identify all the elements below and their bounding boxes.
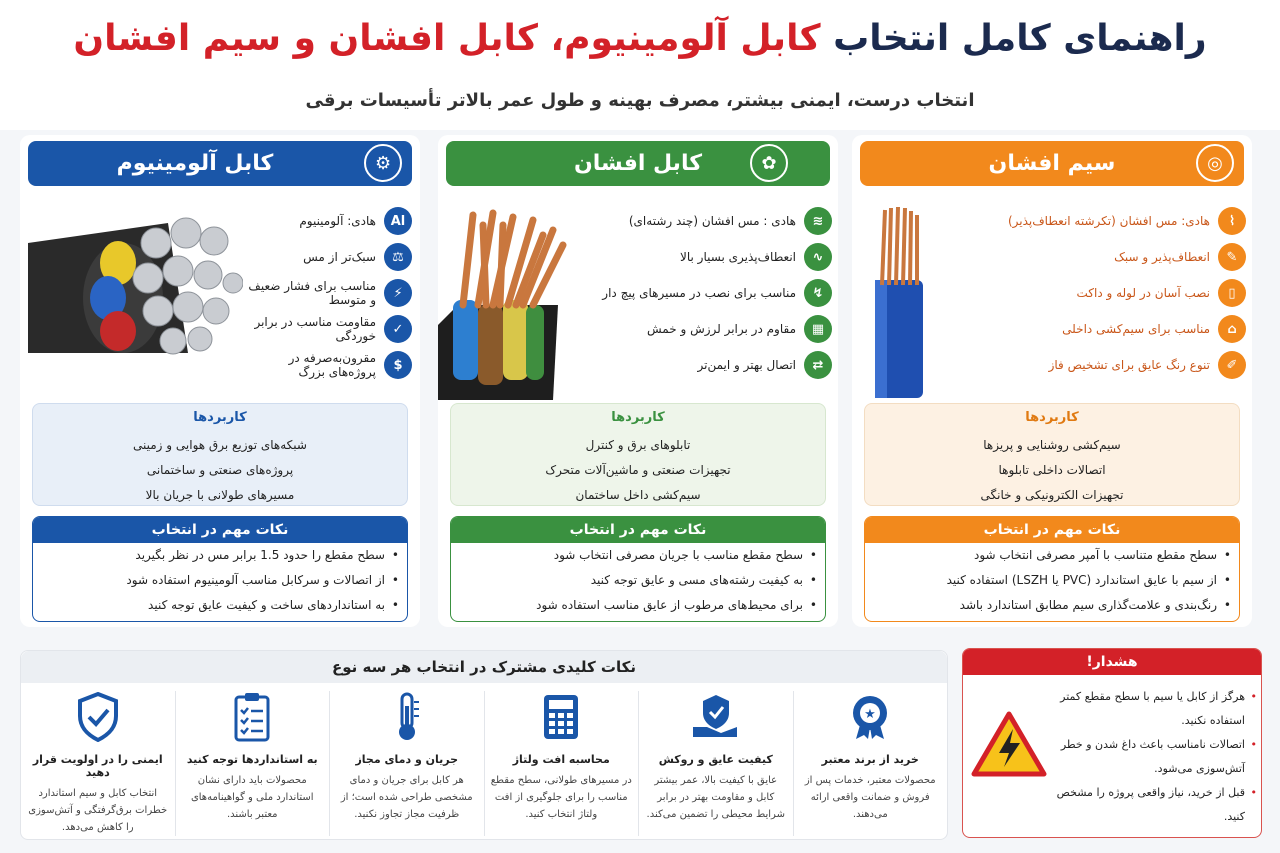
connect-icon: ⇄	[804, 351, 832, 379]
common-tip-desc: عایق با کیفیت بالا، عمر بیشتر کابل و مقاومت بهتر در برابر شرایط محیطی را تضمین می‌کند.	[646, 775, 785, 820]
feature-item	[946, 311, 1246, 347]
aluminum-header-icon: ⚙	[364, 144, 402, 182]
feature-text: مناسب برای نصب در مسیرهای پیچ دار	[602, 286, 796, 300]
application-item: مسیرهای طولانی با جریان بالا	[145, 488, 295, 502]
tip-item: • از سیم با عایق استاندارد (PVC یا LSZH) استفاده کنید	[865, 568, 1239, 593]
flex-cable-features	[582, 203, 832, 383]
feature-text: اتصال بهتر و ایمن‌تر	[697, 358, 796, 372]
strands-icon: ≋	[804, 207, 832, 235]
aluminum-header	[28, 141, 412, 186]
flex-wire-image	[867, 205, 937, 400]
flex-wire-features	[946, 203, 1246, 383]
tip-item: • به کیفیت رشته‌های مسی و عایق توجه کنید	[451, 568, 825, 593]
feature-text: سبک‌تر از مس	[303, 250, 376, 264]
feature-text: مقرون‌به‌صرفه در پروژه‌های بزرگ	[288, 351, 376, 379]
tip-item: • سطح مقطع مناسب با جریان مصرفی انتخاب شود	[451, 543, 825, 568]
feature-text: انعطاف‌پذیر و سبک	[1114, 250, 1210, 264]
application-item: اتصالات داخلی تابلوها	[998, 463, 1106, 477]
page-subtitle: انتخاب درست، ایمنی بیشتر، مصرف بهینه و طول عمر بالاتر تأسیسات برقی	[305, 90, 975, 111]
flex-cable-image	[438, 205, 588, 400]
application-item: سیم‌کشی داخل ساختمان	[575, 488, 701, 502]
common-tip-title: به استانداردها توجه کنید	[186, 753, 318, 766]
checklist-icon	[181, 691, 325, 743]
title-part2: کابل آلومینیوم، کابل افشان و سیم افشان	[73, 18, 821, 59]
page-title	[0, 18, 1280, 59]
vibration-icon: ▦	[804, 315, 832, 343]
wire-icon: ⌇	[1218, 207, 1246, 235]
money-icon: $	[384, 351, 412, 379]
application-item: پروژه‌های صنعتی و ساختمانی	[146, 463, 294, 477]
warning-item: • هرگز از کابل یا سیم با سطح مقطع کمتر استفاده نکنید.	[1051, 685, 1261, 733]
application-item: تجهیزات الکترونیکی و خانگی	[980, 488, 1124, 502]
warning-item: • قبل از خرید، نیاز واقعی پروژه را مشخص کنید.	[1051, 781, 1261, 829]
tip-item: • رنگ‌بندی و علامت‌گذاری سیم مطابق استاندارد باشد	[865, 593, 1239, 618]
applications-title: کاربردها	[611, 410, 665, 425]
badge-icon	[799, 691, 943, 743]
aluminum-column	[20, 135, 420, 627]
weight-icon: ⚖	[384, 243, 412, 271]
feature-item	[582, 347, 832, 383]
feature-item	[946, 239, 1246, 275]
flex-wire-header-icon: ◎	[1196, 144, 1234, 182]
common-tip-title: ایمنی را در اولویت قرار دهید	[32, 753, 163, 779]
feature-text: هادی : مس افشان (چند رشته‌ای)	[628, 214, 796, 228]
feature-item	[946, 275, 1246, 311]
flex-wire-applications	[864, 403, 1240, 506]
common-tip-title: جریان و دمای مجاز	[355, 753, 459, 766]
aluminum-symbol-icon: Al	[384, 207, 412, 235]
feature-item	[242, 311, 412, 347]
header	[0, 0, 1280, 130]
common-tip-desc: هر کابل برای جریان و دمای مشخصی طراحی شده است؛ از ظرفیت مجاز تجاوز نکنید.	[340, 775, 473, 820]
warning-list	[1051, 685, 1261, 829]
aluminum-cable-image	[28, 203, 243, 373]
common-tip-title: خرید از برند معتبر	[821, 753, 919, 766]
route-icon: ↯	[804, 279, 832, 307]
flex-cable-applications	[450, 403, 826, 506]
feature-text: نصب آسان در لوله و داکت	[1076, 286, 1210, 300]
tip-item: • به استانداردهای ساخت و کیفیت عایق توجه کنید	[33, 593, 407, 618]
aluminum-applications	[32, 403, 408, 506]
palette-icon: ✐	[1218, 351, 1246, 379]
common-tip-desc: محصولات معتبر، خدمات پس از فروش و ضمانت واقعی ارائه می‌دهند.	[804, 775, 936, 820]
common-tip-desc: انتخاب کابل و سیم استاندارد خطرات برق‌گرفتگی و آتش‌سوزی را کاهش می‌دهد.	[28, 788, 168, 833]
warning-item: • اتصالات نامناسب باعث داغ شدن و خطر آتش‌سوزی می‌شود.	[1051, 733, 1261, 781]
common-tips-title: نکات کلیدی مشترک در انتخاب هر سه نوع	[21, 651, 947, 683]
flex-cable-column	[438, 135, 838, 627]
applications-title: کاربردها	[1025, 410, 1079, 425]
common-tip-item	[638, 691, 793, 836]
warning-title: هشدار!	[963, 649, 1261, 675]
common-tip-item	[484, 691, 639, 836]
application-item: تجهیزات صنعتی و ماشین‌آلات متحرک	[545, 463, 731, 477]
aluminum-features	[242, 203, 412, 383]
applications-title: کاربردها	[193, 410, 247, 425]
flex-icon: ∿	[804, 243, 832, 271]
thermometer-icon	[335, 691, 479, 743]
high-voltage-icon	[971, 711, 1047, 777]
feature-text: مقاومت مناسب در برابر خوردگی	[254, 315, 376, 343]
tips-title: نکات مهم در انتخاب	[33, 517, 407, 543]
feature-item	[242, 203, 412, 239]
tips-title: نکات مهم در انتخاب	[451, 517, 825, 543]
common-tips-panel	[20, 650, 948, 840]
hand-shield-icon	[644, 691, 788, 743]
application-item: سیم‌کشی روشنایی و پریزها	[983, 438, 1121, 452]
flex-wire-column	[852, 135, 1252, 627]
flex-cable-header-icon: ✿	[750, 144, 788, 182]
application-item: شبکه‌های توزیع برق هوایی و زمینی	[133, 438, 307, 452]
application-item: تابلوهای برق و کنترل	[585, 438, 691, 452]
warning-panel	[962, 648, 1262, 838]
title-part1: راهنمای کامل انتخاب	[833, 18, 1207, 59]
common-tip-title: محاسبه افت ولتاژ	[512, 753, 610, 766]
common-tip-desc: در مسیرهای طولانی، سطح مقطع مناسب را برای جلوگیری از افت ولتاژ انتخاب کنید.	[490, 775, 632, 820]
aluminum-title: کابل آلومینیوم	[116, 151, 274, 176]
feature-text: هادی: مس افشان (تکرشته انعطاف‌پذیر)	[1007, 214, 1210, 228]
feature-item	[946, 347, 1246, 383]
flex-wire-title: سیم افشان	[988, 151, 1116, 176]
flex-wire-tips	[864, 516, 1240, 622]
feature-text: تنوع رنگ عایق برای تشخیص فاز	[1048, 358, 1210, 372]
feature-item	[582, 311, 832, 347]
tip-item: • سطح مقطع متناسب با آمپر مصرفی انتخاب شود	[865, 543, 1239, 568]
feature-text: هادی: آلومینیوم	[299, 214, 376, 228]
feature-item	[582, 239, 832, 275]
common-tips-list	[21, 691, 947, 836]
flex-cable-header	[446, 141, 830, 186]
shield-icon: ✓	[384, 315, 412, 343]
tip-item: • برای محیط‌های مرطوب از عایق مناسب استفاده شود	[451, 593, 825, 618]
feature-item	[582, 203, 832, 239]
common-tip-item	[793, 691, 948, 836]
common-tip-item	[21, 691, 175, 836]
flex-wire-header	[860, 141, 1244, 186]
feature-text: مناسب برای سیم‌کشی داخلی	[1062, 322, 1210, 336]
feature-text: مقاوم در برابر لرزش و خمش	[646, 322, 796, 336]
common-tip-item	[329, 691, 484, 836]
duct-icon: ▯	[1218, 279, 1246, 307]
shield-check-icon	[26, 691, 170, 743]
feature-item	[582, 275, 832, 311]
feature-item	[242, 347, 412, 383]
calculator-icon	[490, 691, 634, 743]
aluminum-tips	[32, 516, 408, 622]
light-icon: ✎	[1218, 243, 1246, 271]
svg-text:★: ★	[864, 707, 877, 722]
feature-text: مناسب برای فشار ضعیف و متوسط	[248, 279, 376, 307]
home-icon: ⌂	[1218, 315, 1246, 343]
pressure-icon: ⚡	[384, 279, 412, 307]
tip-item: • سطح مقطع را حدود 1.5 برابر مس در نظر بگیرید	[33, 543, 407, 568]
tips-title: نکات مهم در انتخاب	[865, 517, 1239, 543]
common-tip-item	[175, 691, 330, 836]
feature-item	[242, 239, 412, 275]
feature-text: انعطاف‌پذیری بسیار بالا	[680, 250, 796, 264]
flex-cable-tips	[450, 516, 826, 622]
feature-item	[946, 203, 1246, 239]
common-tip-title: کیفیت عایق و روکش	[658, 753, 773, 766]
tip-item: • از اتصالات و سرکابل مناسب آلومینیوم استفاده شود	[33, 568, 407, 593]
feature-item	[242, 275, 412, 311]
flex-cable-title: کابل افشان	[574, 151, 702, 176]
common-tip-desc: محصولات باید دارای نشان استاندارد ملی و گواهینامه‌های معتبر باشند.	[190, 775, 314, 820]
